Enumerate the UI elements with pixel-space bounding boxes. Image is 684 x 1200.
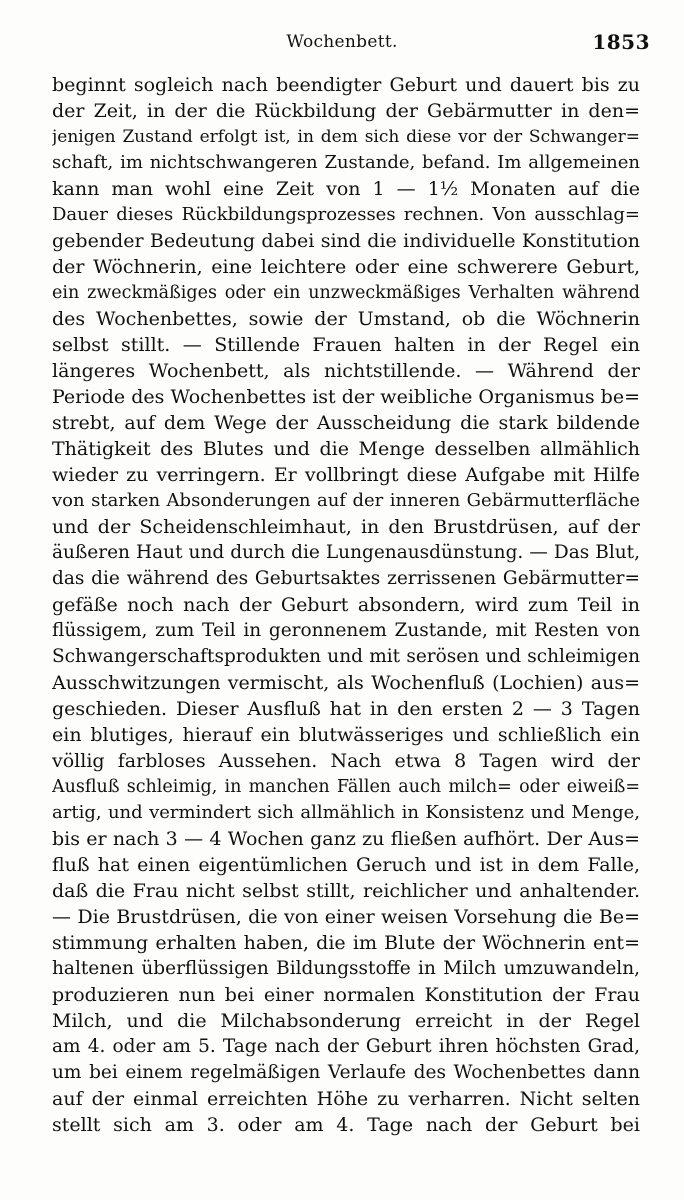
running-title: Wochenbett. [286, 32, 398, 52]
text-line: stellt sich am 3. oder am 4. Tage nach der Geburt bei [52, 1114, 640, 1136]
text-line: ein blutiges, hierauf ein blutwässeriges und schließlich ein [52, 724, 640, 746]
text-line: daß die Frau nicht selbst stillt, reichlicher und anhaltender. [52, 880, 640, 902]
text-line: am 4. oder am 5. Tage nach der Geburt ihren höchsten Grad, [52, 1036, 640, 1057]
text-line: Thätigkeit des Blutes und die Menge desselben allmählich [52, 438, 640, 460]
text-line: geschieden. Dieser Ausfluß hat in den ersten 2 — 3 Tagen [52, 698, 640, 720]
text-line: ein zweckmäßiges oder ein unzweckmäßiges Verhalten während [52, 283, 640, 303]
text-line: der Zeit, in der die Rückbildung der Gebärmutter in den= [52, 100, 640, 122]
body-text [52, 72, 640, 1138]
text-line: gebender Bedeutung dabei sind die individuelle Konstitution [52, 230, 640, 252]
text-line: um bei einem regelmäßigen Verlaufe des Wochenbettes dann [52, 1062, 640, 1083]
text-line: beginnt sogleich nach beendigter Geburt und dauert bis zu [52, 74, 640, 96]
text-line: kann man wohl eine Zeit von 1 — 1½ Monaten auf die [52, 178, 640, 200]
text-line: und der Scheidenschleimhaut, in den Brustdrüsen, auf der [52, 516, 640, 538]
text-line: Milch, und die Milchabsonderung erreicht in der Regel [52, 1010, 640, 1032]
text-line: produzieren nun bei einer normalen Konstitution der Frau [52, 984, 640, 1006]
text-line: Ausfluß schleimig, in manchen Fällen auch milch= oder eiweiß= [52, 777, 640, 797]
text-line: Schwangerschaftsprodukten und mit serösen und schleimigen [52, 646, 640, 667]
text-line: des Wochenbettes, sowie der Umstand, ob die Wöchnerin [52, 308, 640, 330]
text-line: völlig farbloses Aussehen. Nach etwa 8 Tagen wird der [52, 750, 640, 772]
running-head [0, 30, 684, 60]
page-number: 1853 [592, 30, 650, 54]
text-line: der Wöchnerin, eine leichtere oder eine schwerere Geburt, [52, 256, 640, 278]
text-line: längeres Wochenbett, als nichtstillende. — Während der [52, 360, 640, 382]
text-line: von starken Absonderungen auf der inneren Gebärmutterfläche [52, 490, 640, 511]
text-line: strebt, auf dem Wege der Ausscheidung die stark bildende [52, 412, 640, 434]
text-line: Dauer dieses Rückbildungsprozesses rechnen. Von ausschlag= [52, 204, 640, 225]
text-line: schaft, im nichtschwangeren Zustande, befand. Im allgemeinen [52, 152, 640, 173]
text-line: wieder zu verringern. Er vollbringt diese Aufgabe mit Hilfe [52, 464, 640, 486]
text-line: flüssigem, zum Teil in geronnenem Zustande, mit Resten von [52, 620, 640, 641]
text-line: artig, und vermindert sich allmählich in Konsistenz und Menge, [52, 802, 640, 823]
text-line: auf der einmal erreichten Höhe zu verharren. Nicht selten [52, 1088, 640, 1110]
text-line: das die während des Geburtsaktes zerrissenen Gebärmutter= [52, 568, 640, 589]
text-line: fluß hat einen eigentümlichen Geruch und ist in dem Falle, [52, 854, 640, 876]
text-line: haltenen überflüssigen Bildungsstoffe in Milch umzuwandeln, [52, 958, 640, 979]
text-line: bis er nach 3 — 4 Wochen ganz zu fließen aufhört. Der Aus= [52, 828, 640, 850]
text-line: selbst stillt. — Stillende Frauen halten in der Regel ein [52, 334, 640, 356]
text-line: jenigen Zustand erfolgt ist, in dem sich diese vor der Schwanger= [52, 127, 640, 147]
text-line: äußeren Haut und durch die Lungenausdünstung. — Das Blut, [52, 542, 640, 563]
text-line: gefäße noch nach der Geburt absondern, wird zum Teil in [52, 594, 640, 616]
text-line: Ausschwitzungen vermischt, als Wochenfluß (Lochien) aus= [52, 672, 640, 694]
text-line: Periode des Wochenbettes ist der weibliche Organismus be= [52, 386, 640, 408]
text-line: stimmung erhalten haben, die im Blute der Wöchnerin ent= [52, 932, 640, 954]
text-line: — Die Brustdrüsen, die von einer weisen Vorsehung die Be= [52, 906, 640, 928]
